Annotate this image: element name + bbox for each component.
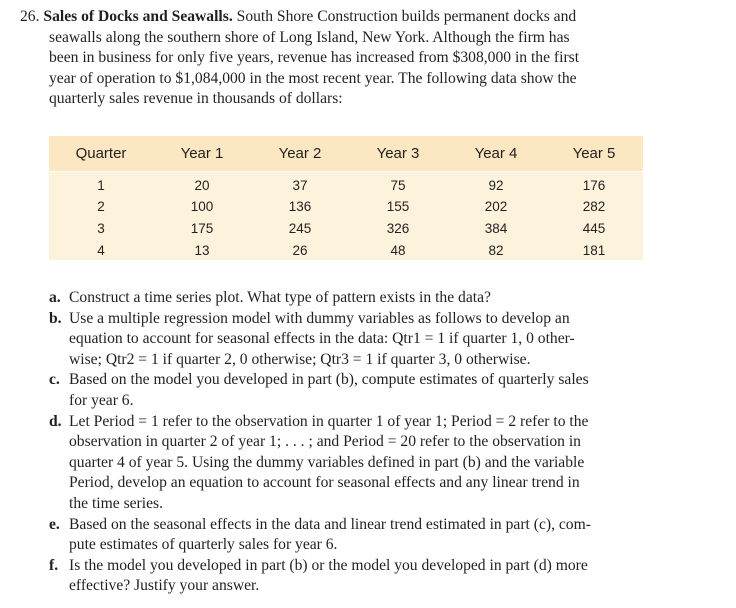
table-cell: 4 — [97, 242, 105, 258]
question-e — [49, 515, 729, 556]
table-cell: 82 — [488, 242, 504, 258]
problem-line-0: South Shore Construction builds permanent docks and — [236, 8, 577, 25]
problem-title: Sales of Docks and Seawalls. — [43, 8, 233, 25]
question-line: Let Period = 1 refer to the observation in quarter 1 of year 1; Period = 2 refer to the — [69, 412, 589, 430]
table-cell: 176 — [582, 177, 606, 193]
header-year-1: Year 1 — [180, 145, 224, 162]
problem-line-3: year of operation to $1,084,000 in the most recent year. The following data show the — [49, 69, 577, 87]
problem-statement — [20, 7, 720, 110]
table-header-row — [49, 136, 643, 171]
table-cell: 92 — [488, 177, 504, 193]
question-line: for year 6. — [69, 391, 134, 409]
table-cell: 326 — [386, 220, 410, 236]
header-year-2: Year 2 — [278, 145, 322, 162]
table-cell: 26 — [292, 242, 308, 258]
table-cell: 245 — [288, 220, 312, 236]
table-cell: 181 — [582, 242, 606, 258]
question-letter: b. — [49, 309, 62, 327]
question-line: observation in quarter 2 of year 1; . . . ; and Period = 20 refer to the observation in — [69, 433, 581, 451]
question-a — [49, 288, 729, 309]
question-letter: a. — [49, 289, 61, 306]
question-line: Use a multiple regression model with dummy variables as follows to develop an — [69, 309, 570, 327]
question-letter: d. — [49, 412, 62, 430]
header-quarter: Quarter — [75, 145, 127, 162]
problem-number: 26. — [20, 8, 40, 25]
table-cell: 75 — [390, 177, 406, 193]
question-b — [49, 309, 729, 371]
question-c — [49, 370, 729, 411]
table-cell: 13 — [194, 242, 210, 258]
table-row — [49, 195, 643, 217]
question-line: Based on the model you developed in part (b), compute estimates of quarterly sales — [69, 371, 589, 389]
problem-first-line — [20, 7, 720, 28]
table-cell: 37 — [292, 177, 308, 193]
header-year-3: Year 3 — [376, 145, 420, 162]
question-line: pute estimates of quarterly sales for year 6. — [69, 536, 338, 554]
table-row — [49, 171, 643, 195]
sales-data-table — [49, 136, 643, 260]
table-cell: 175 — [190, 220, 214, 236]
question-line: equation to account for seasonal effects in the data: Qtr1 = 1 if quarter 1, 0 other- — [69, 330, 575, 348]
question-line: Construct a time series plot. What type of pattern exists in the data? — [69, 289, 491, 306]
table-cell: 1 — [97, 177, 105, 193]
table-cell: 445 — [582, 220, 606, 236]
question-line: wise; Qtr2 = 1 if quarter 2, 0 otherwise; Qtr3 = 1 if quarter 3, 0 otherwise. — [69, 350, 531, 368]
problem-line-4: quarterly sales revenue in thousands of dollars: — [49, 90, 343, 108]
table-cell: 384 — [484, 220, 508, 236]
problem-line-1: seawalls along the southern shore of Long Island, New York. Although the firm has — [49, 28, 570, 46]
table-cell: 282 — [582, 198, 606, 214]
question-line: effective? Justify your answer. — [69, 577, 260, 595]
question-letter: e. — [49, 515, 60, 533]
question-line: the time series. — [69, 494, 163, 512]
table-cell: 2 — [97, 198, 105, 214]
table-row — [49, 239, 643, 261]
table-cell: 155 — [386, 198, 410, 214]
table-row — [49, 217, 643, 239]
question-f — [49, 556, 729, 597]
problem-line-2: been in business for only five years, revenue has increased from $308,000 in the first — [49, 49, 580, 67]
table-cell: 48 — [390, 242, 406, 258]
header-year-5: Year 5 — [572, 145, 616, 162]
table-cell: 20 — [194, 177, 210, 193]
question-letter: c. — [49, 371, 60, 389]
table-cell: 3 — [97, 220, 105, 236]
question-d — [49, 412, 729, 515]
question-letter: f. — [49, 556, 59, 574]
table-cell: 202 — [484, 198, 508, 214]
question-line: Period, develop an equation to account for seasonal effects and any linear trend in — [69, 474, 580, 492]
sales-table — [49, 136, 643, 261]
table-cell: 136 — [288, 198, 312, 214]
question-list — [49, 288, 729, 597]
question-line: Is the model you developed in part (b) or the model you developed in part (d) more — [69, 556, 588, 574]
header-year-4: Year 4 — [474, 145, 518, 162]
question-line: quarter 4 of year 5. Using the dummy variables defined in part (b) and the variable — [69, 453, 585, 471]
table-cell: 100 — [190, 198, 214, 214]
question-line: Based on the seasonal effects in the data and linear trend estimated in part (c), com- — [69, 515, 591, 533]
